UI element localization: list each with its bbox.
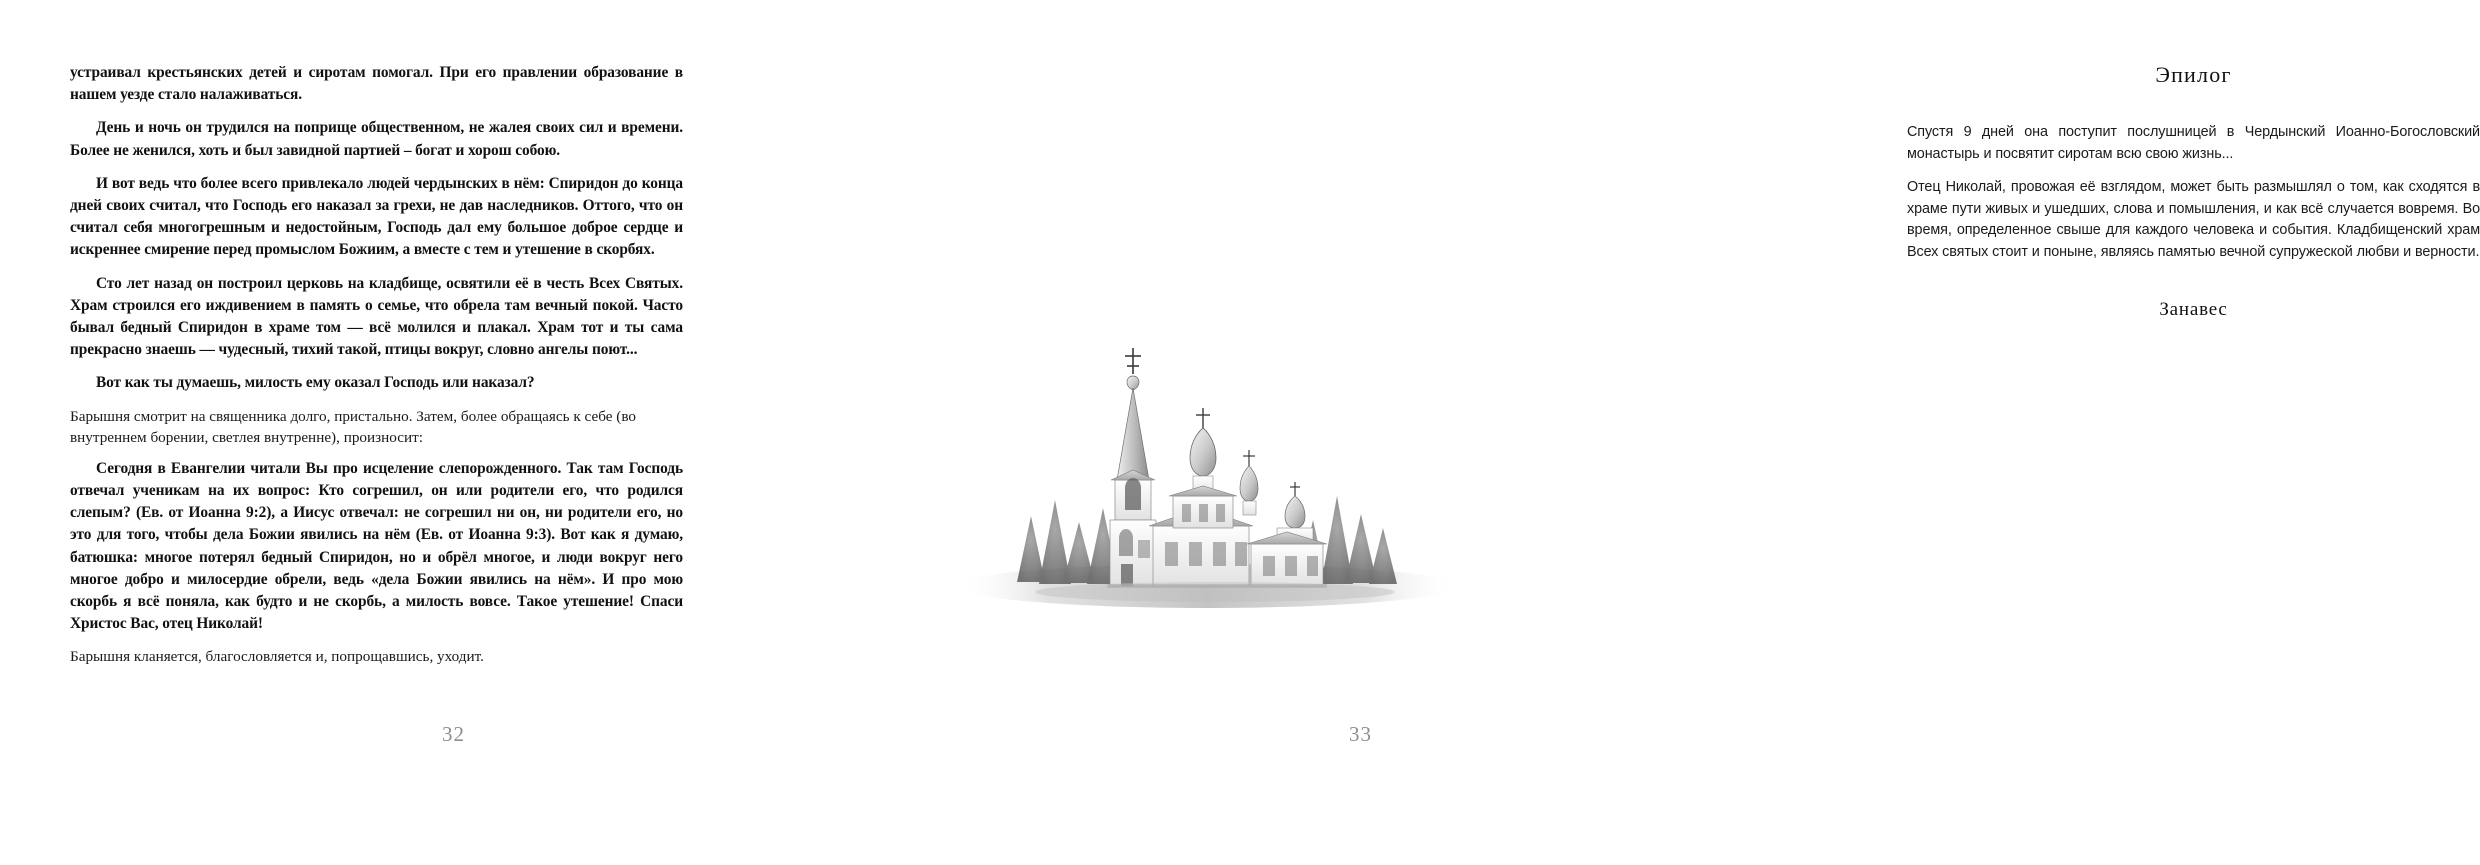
- epilog-title: Эпилог: [2155, 62, 2232, 87]
- paragraph: И вот ведь что более всего привлекало людей чердынских в нём: Спиридон до конца дней своих считал, что Господь его наказал за грехи, не дав наследников. Оттого, что он считал себя многогрешным и недостойным, Господь дал ему большое доброе сердце и искреннее смирение перед промыслом Божиим, а вместе с тем и утешение в скорбях.: [70, 174, 683, 259]
- left-page: [0, 0, 907, 865]
- closing-line: Занавес: [2159, 299, 2228, 320]
- paragraph: Спустя 9 дней она поступит послушницей в Чердынский Иоанно-Богословский монастырь и посвятит сиротам всю свою жизнь...: [1907, 124, 2480, 162]
- stage-direction: Барышня смотрит на священника долго, пристально. Затем, более обращаясь к себе (во внутреннем борении, светлея внутренне), произносит:: [70, 407, 636, 447]
- paragraph: устраивал крестьянских детей и сиротам помогал. При его правлении образование в нашем уезде стало налаживаться.: [70, 64, 683, 104]
- paragraph: Вот как ты думаешь, милость ему оказал Господь или наказал?: [96, 374, 535, 392]
- paragraph: Сегодня в Евангелии читали Вы про исцеление слепорожденного. Так там Господь отвечал ученикам на их вопрос: Кто согрешил, он или родители его, что родился слепым? (Ев. от Иоанна 9:2), а Иисус отвечал: не согрешил ни он, ни родители его, но это для того, чтобы дела Божии явились на нём (Ев. от Иоанна 9:3). Вот как я думаю, батюшка: многое потерял бедный Спиридон, но и обрёл многое, и люди вокруг него многое добро и милосердие обрели, ведь «дела Божии явились на нём». И про мою скорбь я всё поняла, как будто и не скорбь, а милость вовсе. Такое утешение! Спаси Христос Вас, отец Николай!: [70, 459, 683, 633]
- paragraph: Сто лет назад он построил церковь на кладбище, освятили её в честь Всех Святых. Храм строился его иждивением в память о семье, что обрела там вечный покой. Часто бывал бедный Спиридон в храме том — всё молился и плакал. Храм тот и ты сама прекрасно знаешь — чудесный, тихий такой, птицы вокруг, словно ангелы поют...: [70, 274, 683, 359]
- stage-direction: Барышня кланяется, благословляется и, попрощавшись, уходит.: [70, 648, 484, 666]
- paragraph: День и ночь он трудился на поприще общественном, не жалея своих сил и времени. Более не женился, хоть и был завидной партией – богат и хорош собою.: [70, 119, 683, 159]
- paragraph: Отец Николай, провожая её взглядом, может быть размышлял о том, как сходятся в храме пути живых и ушедших, слова и помышления, и как всё случается вовремя. Во время, определенное свыше для каждого человека и события. Кладбищенский храм Всех святых стоит и поныне, являясь памятью вечной супружеской любви и верности.: [1907, 179, 2480, 260]
- right-text-column: [1907, 62, 2480, 321]
- page-number-left: 32: [442, 722, 465, 746]
- right-page: [907, 0, 2480, 865]
- page-number-right: 33: [1349, 722, 1372, 746]
- church-illustration: [947, 330, 1467, 620]
- left-text-column: [70, 62, 683, 677]
